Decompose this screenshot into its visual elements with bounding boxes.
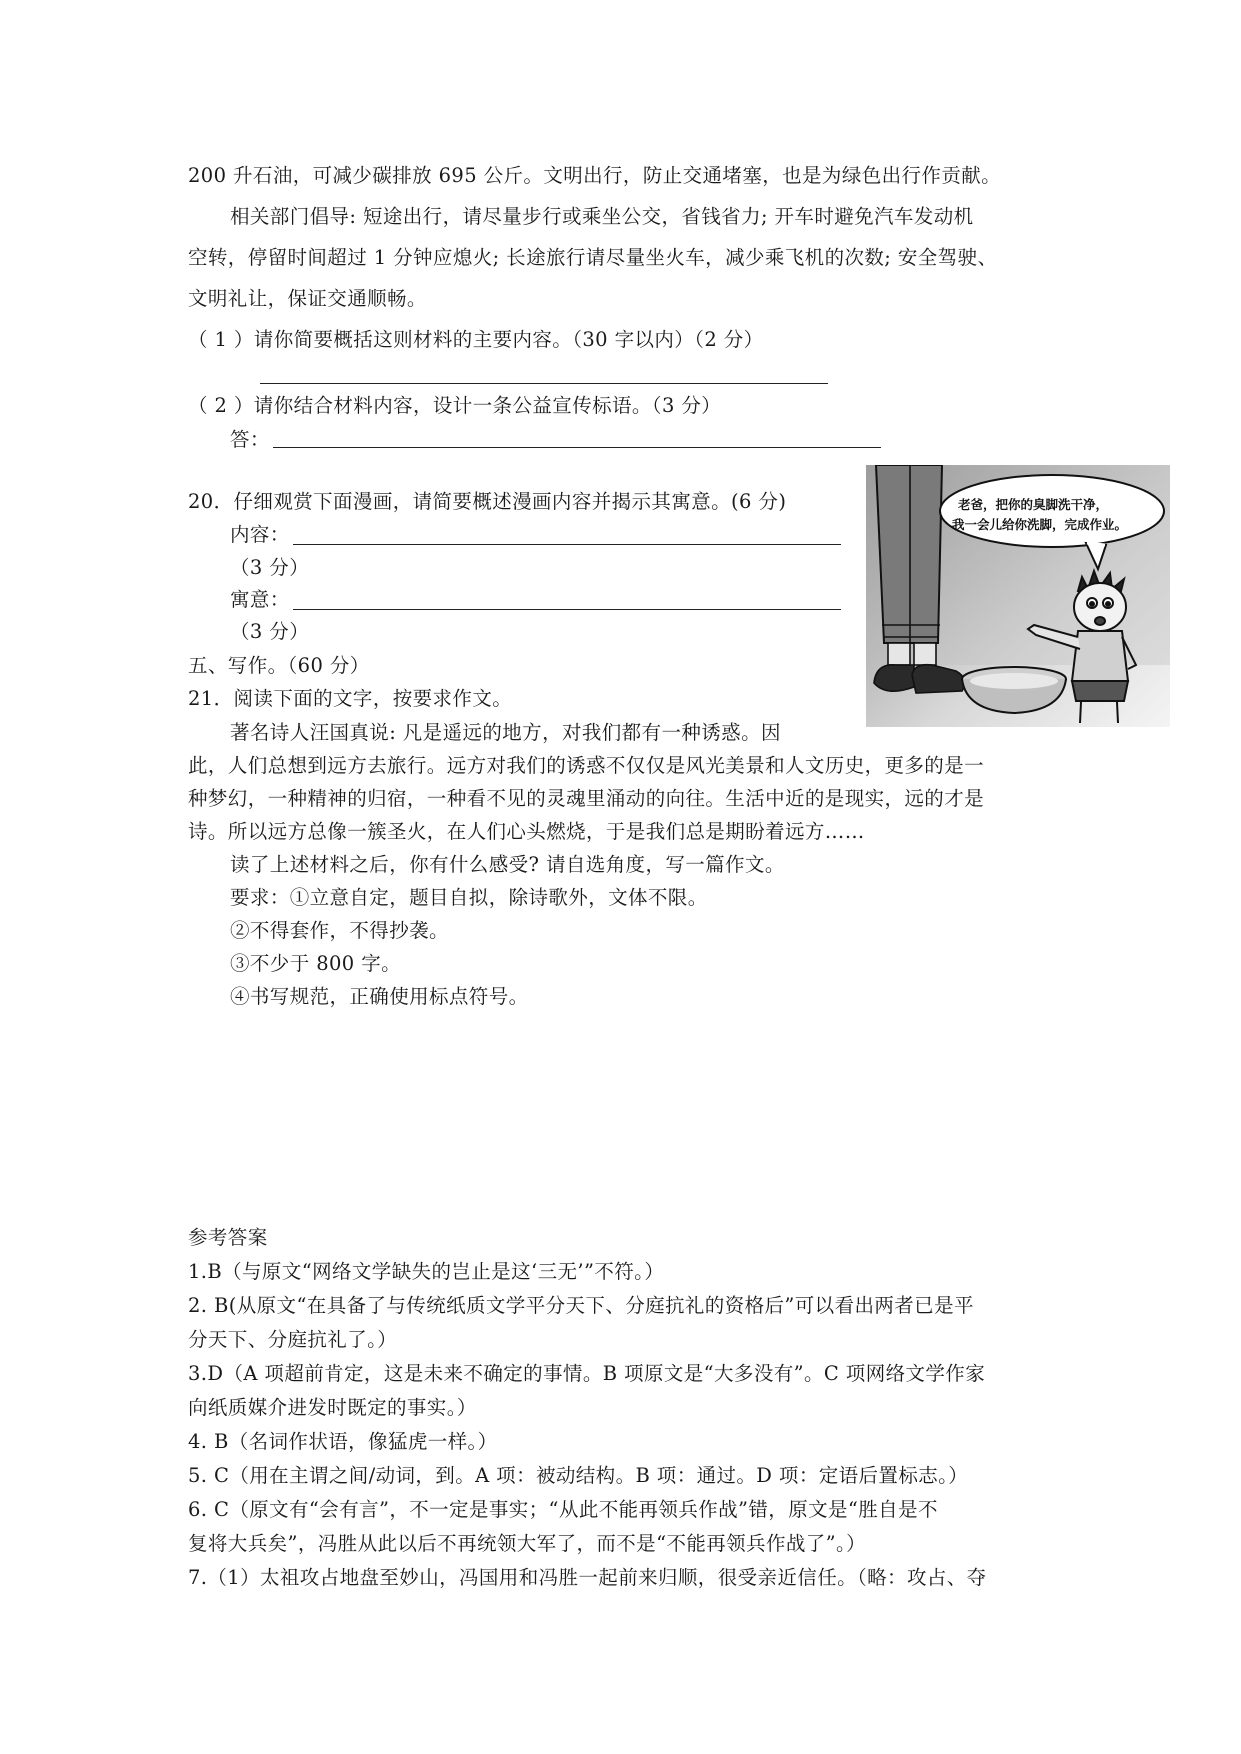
q21-prompt: 21．阅读下面的文字，按要求作文。 xyxy=(188,687,513,710)
q19-part2-answer-line[interactable] xyxy=(273,447,881,448)
material-line-4: 文明礼让，保证交通顺畅。 xyxy=(188,287,427,310)
answer-7: 7.（1）太祖攻占地盘至妙山，冯国用和冯胜一起前来归顺，很受亲近信任。（略：攻占、夺 xyxy=(188,1566,987,1589)
q20-meaning-label: 寓意： xyxy=(230,588,290,611)
q19-part2: （ 2 ）请你结合材料内容，设计一条公益宣传标语。（3 分） xyxy=(188,394,722,417)
answers-title: 参考答案 xyxy=(188,1226,268,1249)
cartoon-image xyxy=(866,465,1170,727)
q20-meaning-answer-line[interactable] xyxy=(293,609,841,610)
q20-content-answer-line[interactable] xyxy=(293,544,841,545)
answer-6-line-2: 复将大兵矣”，冯胜从此以后不再统领大军了，而不是“不能再领兵作战了”。） xyxy=(188,1532,867,1555)
answer-2-line-1: 2. B(从原文“在具备了与传统纸质文学平分天下、分庭抗礼的资格后”可以看出两者已是平 xyxy=(188,1294,974,1317)
answer-5: 5. C（用在主谓之间/动词，到。A 项：被动结构。B 项：通过。D 项：定语后置标志。） xyxy=(188,1464,969,1487)
q21-paragraph-line-4: 诗。所以远方总像一簇圣火，在人们心头燃烧，于是我们总是期盼着远方…… xyxy=(188,820,865,843)
q21-paragraph-line-1: 著名诗人汪国真说: 凡是遥远的地方，对我们都有一种诱惑。因 xyxy=(230,721,781,744)
answer-1: 1.B（与原文“网络文学缺失的岂止是这‘三无’”不符。） xyxy=(188,1260,665,1283)
cartoon-speech-line-2: 我一会儿给你洗脚，完成作业。 xyxy=(952,517,1128,532)
material-line-2: 相关部门倡导: 短途出行，请尽量步行或乘坐公交，省钱省力; 开车时避免汽车发动机 xyxy=(230,205,974,228)
answer-6-line-1: 6. C（原文有“会有言”，不一定是事实；“从此不能再领兵作战”错，原文是“胜自是不 xyxy=(188,1498,938,1521)
cartoon-speech-line-1: 老爸，把你的臭脚洗干净， xyxy=(958,497,1109,512)
q20-content-label: 内容： xyxy=(230,523,290,546)
q20-meaning-points: （3 分） xyxy=(230,620,310,643)
answer-3-line-1: 3.D（A 项超前肯定，这是未来不确定的事情。B 项原文是“大多没有”。C 项网络文学作家 xyxy=(188,1362,986,1385)
q21-requirement-4: ④书写规范，正确使用标点符号。 xyxy=(230,985,529,1008)
answer-3-line-2: 向纸质媒介进发时既定的事实。） xyxy=(188,1396,477,1419)
q21-requirement-1: 要求：①立意自定，题目自拟，除诗歌外，文体不限。 xyxy=(230,886,708,909)
q21-requirement-2: ②不得套作，不得抄袭。 xyxy=(230,919,449,942)
q19-answer-label: 答： xyxy=(230,428,270,451)
q21-requirement-3: ③不少于 800 字。 xyxy=(230,952,402,975)
q21-paragraph-line-2: 此，人们总想到远方去旅行。远方对我们的诱惑不仅仅是风光美景和人文历史，更多的是一 xyxy=(188,754,985,777)
q21-paragraph-line-3: 种梦幻，一种精神的归宿，一种看不见的灵魂里涌动的向往。生活中近的是现实，远的才是 xyxy=(188,787,985,810)
q19-part1-answer-line[interactable] xyxy=(260,383,828,384)
answer-4: 4. B（名词作状语，像猛虎一样。） xyxy=(188,1430,498,1453)
material-line-3: 空转，停留时间超过 1 分钟应熄火; 长途旅行请尽量坐火车，减少乘飞机的次数; 安全驾驶、 xyxy=(188,246,998,269)
q20-prompt: 20．仔细观赏下面漫画，请简要概述漫画内容并揭示其寓意。(6 分) xyxy=(188,490,787,513)
q20-content-points: （3 分） xyxy=(230,556,310,579)
q19-part1: （ 1 ）请你简要概括这则材料的主要内容。（30 字以内）（2 分） xyxy=(188,328,764,351)
q21-question: 读了上述材料之后，你有什么感受? 请自选角度，写一篇作文。 xyxy=(230,853,785,876)
material-line-1: 200 升石油，可减少碳排放 695 公斤。文明出行，防止交通堵塞，也是为绿色出行作贡献。 xyxy=(188,164,1002,187)
answer-2-line-2: 分天下、分庭抗礼了。） xyxy=(188,1328,398,1351)
section5-title: 五、写作。（60 分） xyxy=(188,654,370,677)
